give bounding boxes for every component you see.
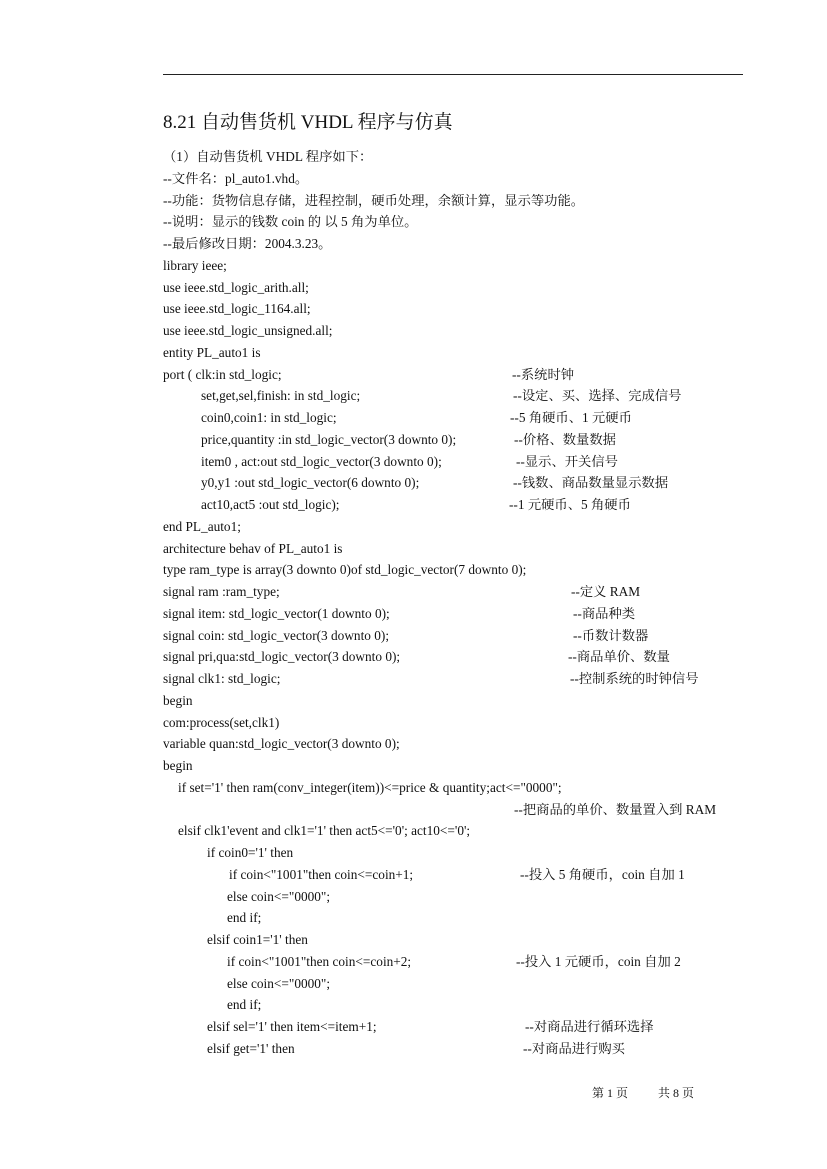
code-line [0,299,827,319]
code-line [0,495,827,515]
code-line [0,778,827,798]
code-line [0,995,827,1015]
code-text: variable quan:std_logic_vector(3 downto 0); [163,736,400,752]
code-line [0,191,827,211]
code-line [0,517,827,537]
code-text: signal coin: std_logic_vector(3 downto 0); [163,627,390,643]
code-line [0,669,827,689]
code-line [0,278,827,298]
code-text: y0,y1 :out std_logic_vector(6 downto 0); [201,475,420,491]
code-comment: --1 元硬币、5 角硬币 [509,497,631,512]
code-line [0,930,827,950]
code-text: com:process(set,clk1) [163,714,280,730]
code-comment: --钱数、商品数量显示数据 [513,475,669,491]
code-line [0,604,827,624]
code-line [0,386,827,406]
code-line [0,343,827,363]
code-comment: --显示、开关信号 [516,453,618,469]
code-text: price,quantity :in std_logic_vector(3 downto 0); [201,431,457,447]
code-text: if coin<"1001"then coin<=coin+1; [229,866,414,882]
code-text: type ram_type is array(3 downto 0)of std_logic_vector(7 downto 0); [163,562,527,578]
code-text: use ieee.std_logic_1164.all; [163,301,311,317]
code-text: signal item: std_logic_vector(1 downto 0); [163,605,390,621]
code-text: entity PL_auto1 is [163,344,261,360]
code-line [0,560,827,580]
code-comment: --币数计数器 [573,627,649,643]
code-line [0,691,827,711]
code-text: library ieee; [163,257,227,273]
code-line [0,756,827,776]
code-text: elsif sel='1' then item<=item+1; [207,1019,377,1034]
code-text: item0 , act:out std_logic_vector(3 downto 0); [201,453,442,469]
code-text: --功能：货物信息存储，进程控制，硬币处理，余额计算，显示等功能。 [163,192,585,208]
code-line [0,169,827,189]
section-title: 8.21 自动售货机 VHDL 程序与仿真 [163,112,453,133]
code-comment: --对商品进行循环选择 [525,1019,654,1034]
code-line [0,843,827,863]
code-line [0,713,827,733]
code-comment: --投入 5 角硬币，coin 自加 1 [520,866,685,882]
code-line [0,865,827,885]
code-text: act10,act5 :out std_logic); [201,497,340,512]
code-text: use ieee.std_logic_unsigned.all; [163,323,333,338]
code-line [0,800,827,820]
code-text: signal ram :ram_type; [163,584,280,599]
code-comment: --设定、买、选择、完成信号 [513,388,682,404]
code-text: if set='1' then ram(conv_integer(item))<=price & quantity;act<="0000"; [178,779,562,795]
code-text: --最后修改日期：2004.3.23。 [163,236,332,251]
code-text: if coin0='1' then [207,845,294,860]
code-text: end PL_auto1; [163,518,241,534]
code-comment: --对商品进行购买 [523,1040,625,1056]
code-text: elsif get='1' then [207,1040,295,1056]
page-footer [592,1084,694,1101]
code-text: architecture behav of PL_auto1 is [163,540,343,556]
code-text: use ieee.std_logic_arith.all; [163,279,309,295]
code-comment: --把商品的单价、数量置入到 RAM [514,801,717,817]
code-line [0,952,827,972]
code-comment: --商品单价、数量 [568,649,670,665]
code-line [0,408,827,428]
code-text: elsif clk1'event and clk1='1' then act5<='0'; act10<='0'; [178,823,471,839]
code-line [0,430,827,450]
code-text: begin [163,692,193,708]
code-line [0,908,827,928]
code-text: if coin<"1001"then coin<=coin+2; [227,953,412,969]
code-text: end if; [227,997,262,1013]
code-line [0,1039,827,1059]
code-line [0,582,827,602]
code-text: coin0,coin1: in std_logic; [201,410,337,425]
code-line [0,321,827,341]
code-line [0,365,827,385]
code-line [0,734,827,754]
code-line [0,887,827,907]
page-number: 第 1 页 [592,1086,629,1100]
code-text: port ( clk:in std_logic; [163,366,282,382]
code-comment: --5 角硬币、1 元硬币 [510,410,632,425]
code-line [0,647,827,667]
code-text: signal clk1: std_logic; [163,671,281,686]
code-comment: --投入 1 元硬币，coin 自加 2 [516,953,681,969]
code-text: end if; [227,910,262,926]
code-comment: --定义 RAM [571,584,641,599]
code-line [0,234,827,254]
code-text: signal pri,qua:std_logic_vector(3 downto 0); [163,649,401,665]
code-line [0,147,827,167]
code-text: set,get,sel,finish: in std_logic; [201,388,361,404]
code-text: else coin<="0000"; [227,975,331,991]
code-line [0,212,827,232]
code-line [0,452,827,472]
page-total: 共 8 页 [658,1086,695,1100]
code-text: elsif coin1='1' then [207,932,308,947]
code-line [0,974,827,994]
code-comment: --控制系统的时钟信号 [570,671,699,686]
code-text: --文件名：pl_auto1.vhd。 [163,170,309,186]
code-comment: --商品种类 [573,605,636,621]
code-line [0,1017,827,1037]
header-rule [163,74,743,75]
code-text: （1）自动售货机 VHDL 程序如下： [163,149,373,164]
code-line [0,473,827,493]
code-line [0,626,827,646]
code-line [0,539,827,559]
code-text: else coin<="0000"; [227,888,331,904]
code-comment: --价格、数量数据 [514,431,616,447]
code-text: begin [163,758,193,773]
code-text: --说明：显示的钱数 coin 的 以 5 角为单位。 [163,214,418,230]
code-line [0,821,827,841]
code-comment: --系统时钟 [512,366,575,382]
code-line [0,256,827,276]
